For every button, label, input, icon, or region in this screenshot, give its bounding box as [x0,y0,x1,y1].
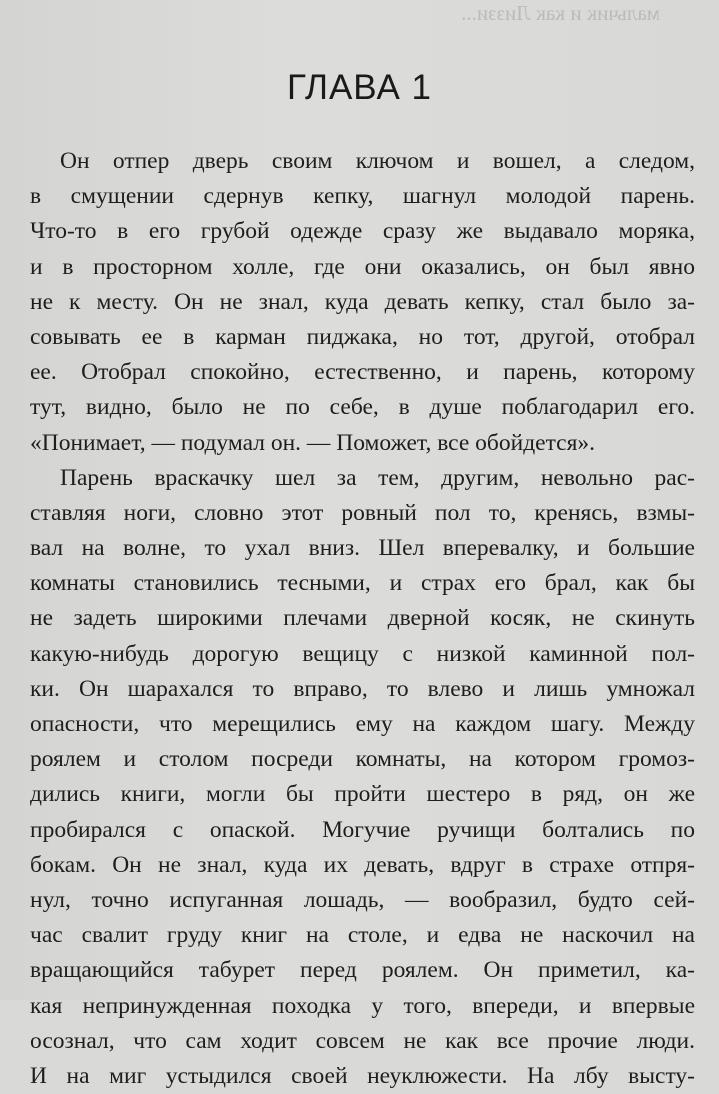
text-line: нул, точно испуганная лошадь, — вообразил, будто сей- [30,886,695,913]
text-line: час свалит груду книг на столе, и едва не наскочил на [30,922,695,949]
text-line: пробирался с опаской. Могучие ручищи болтались по [30,816,695,843]
text-line: ставляя ноги, словно этот ровный пол то, кренясь, взмы- [30,499,695,526]
text-line: комнаты становились тесными, и страх его брал, как бы [30,570,695,597]
text-line: бокам. Он не знал, куда их девать, вдруг в страхе отпря- [30,851,695,878]
text-line: И на миг устыдился своей неуклюжести. На лбу высту- [30,1062,695,1089]
text-line: какую-нибудь дорогую вещицу с низкой каминной пол- [30,640,695,667]
text-line: не задеть широкими плечами дверной косяк, не скинуть [30,605,695,632]
text-line: кая непринужденная походка у того, впереди, и впервые [30,992,695,1019]
text-line: дились книги, могли бы пройти шестеро в ряд, он же [30,781,695,808]
text-line: ее. Отобрал спокойно, естественно, и парень, которому [30,359,695,386]
text-line: тут, видно, было не по себе, в душе поблагодарил его. [30,394,695,421]
text-line: и в просторном холле, где они оказались, он был явно [30,253,695,280]
text-line: ки. Он шарахался то вправо, то влево и лишь умножал [30,675,695,702]
text-line: вал на волне, то ухал вниз. Шел вперевалку, и большие [30,535,695,562]
text-line: «Понимает, — подумал он. — Поможет, все обойдется». [30,429,596,456]
text-line: роялем и столом посреди комнаты, на котором громоз- [30,746,695,773]
show-through-line: мальчик и как Лиззи... [461,1,660,25]
text-line: Парень враскачку шел за тем, другим, невольно рас- [60,464,695,491]
text-line: Что-то в его грубой одежде сразу же выдавало моряка, [30,218,695,245]
text-line: не к месту. Он не знал, куда девать кепку, стал было за- [30,288,695,315]
text-line: опасности, что мерещились ему на каждом шагу. Между [30,711,695,737]
text-line: вращающийся табурет перед роялем. Он приметил, ка- [30,957,695,984]
text-line: Он отпер дверь своим ключом и вошел, а следом, [60,148,695,174]
text-line: совывать ее в карман пиджака, но тот, другой, отобрал [30,323,695,350]
chapter-body [30,144,695,1094]
text-line: в смущении сдернув кепку, шагнул молодой парень. [30,183,695,210]
chapter-title: ГЛАВА 1 [286,68,433,107]
text-line: осознал, что сам ходит совсем не как все прочие люди. [30,1027,695,1054]
